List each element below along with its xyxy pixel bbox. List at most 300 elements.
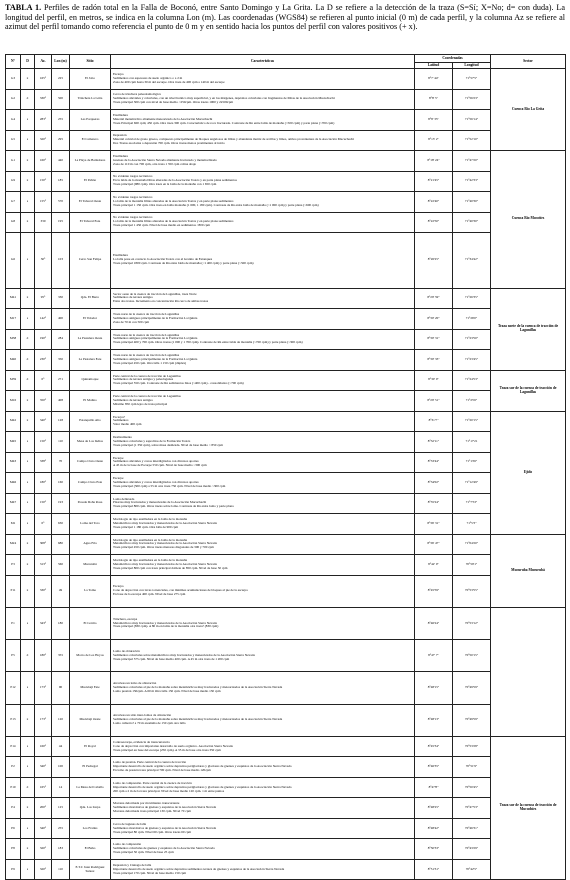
detection-cell: x [21,411,35,432]
characteristic-line: Traza norte de la cuenca de tracción de Lagunillas [113,313,180,317]
detection-cell: d [21,777,35,798]
longitude-cell: 71°5'3" [453,514,491,535]
detection-cell: x [21,288,35,309]
latitude-cell: 8°29' 51" [415,391,453,412]
azimuth-cell: 30° [35,233,52,289]
characteristic-line: Sedimentos con espesores de suelo orgánico ≥ a 2 m [113,76,183,80]
characteristics-cell [111,555,415,576]
latitude-cell: 8°26'25" [415,233,453,289]
characteristic-line: Morrena deformada por movimiento transcurrente [113,802,180,806]
col-header-lon: Lon (m) [52,55,70,69]
site-name-cell: La Playa de Bailadores [70,151,111,172]
latitude-cell: 8°22'50" [415,212,453,233]
characteristic-line: Escarpa [113,585,124,589]
characteristic-line: Traza principal 50 cpm. Nivel de base 25 cpm [113,851,174,855]
length-cell: 255 [52,818,70,839]
detection-cell: s [21,309,35,330]
detection-cell: s [21,672,35,704]
longitude-cell: 70°50'15" [453,640,491,672]
detection-cell: s [21,473,35,494]
characteristics-cell [111,839,415,860]
longitude-cell: 71°24'53" [453,370,491,391]
length-cell: 440 [52,151,70,172]
azimuth-cell: 0° [35,514,52,535]
length-cell: 630 [52,514,70,535]
table-row [6,350,566,371]
characteristic-line: Depresión [113,134,127,138]
site-name-cell: El Cerrito [70,607,111,639]
characteristic-line: Traza principal 80 cpm. Nivel 60 cpm. Otras trazas 60 cpm [113,830,192,834]
profile-number-cell: M39 [6,370,21,391]
azimuth-cell: 142° [35,309,52,330]
length-cell: 570 [52,192,70,213]
site-name-cell: Campo Claro Este [70,473,111,494]
characteristic-line: Sedimentos aluviales y coluviales, con un nivel freático muy superficial, y en los márgenes, depósitos coluviales con fragmentos de filitas de la Asociación Mucuchachí [113,97,335,101]
site-name-cell: El Camarero [70,130,111,151]
longitude-cell: 71°20'15" [453,411,491,432]
azimuth-cell: 330 [35,212,52,233]
characteristic-line: En base de la escarpa 400 cpm. Nivel de base 275 cpm [113,593,186,597]
longitude-cell: 71°56'23" [453,89,491,110]
latitude-cell: 8°50'33" [415,839,453,860]
length-cell: 408 [52,391,70,412]
characteristic-line: Traza principal 575 cpm. Nivel de base medio 400 cpm. A 45 m otra traza de 1 200 cpm [113,657,230,661]
detection-cell: d [21,329,35,350]
characteristic-line: Material coluvial de grano grueso, compuesto principalmente de bloques angulosos de filitas y abundante matriz de arcillas y limos, ambos provenientes de la Asociación Mucuchachí [113,138,354,142]
latitude-cell: 8°45'34" [415,736,453,757]
site-name-cell: Cerro San Felipe [70,233,111,289]
table-row [6,704,566,736]
characteristic-line: Metamórficos muy fracturados y meteorizados de la Asociación Sierra Nevada [113,542,217,546]
characteristics-cell [111,192,415,213]
detection-cell: s [21,452,35,473]
site-name-cell: La Toma [70,575,111,607]
col-header-sector: Sector [491,55,566,69]
characteristics-cell [111,704,415,736]
latitude-cell: 8°35'24" [415,493,453,514]
detection-cell: s [21,607,35,639]
length-cell: 500 [52,89,70,110]
profile-number-cell: M43 [6,452,21,473]
detection-cell: x [21,171,35,192]
characteristic-line: Escarpa [113,72,124,76]
profile-number-cell: P11 [6,575,21,607]
detection-cell: x [21,69,35,90]
characteristic-line: No evidente rasgos tectónicos [113,195,153,199]
profile-number-cell: G4 [6,110,21,131]
table-row [6,672,566,704]
characteristic-line: Sedimentos de terraza antigua [113,296,153,300]
longitude-cell: 70°49'59" [453,704,491,736]
site-name-cell: E.T.C Juan Rodríguez Suárez [70,859,111,880]
length-cell: 680 [52,534,70,555]
longitude-cell: 71°25'6" [453,391,491,412]
characteristic-line: La falda de la montaña filitas alteradas de la Asociación Tostós y en parte plana sedimentos [113,220,234,224]
azimuth-cell: 320° [35,130,52,151]
table-row [6,473,566,494]
col-header-characteristics: Características [111,55,415,69]
site-name-cell: Mucubají Este [70,672,111,704]
characteristics-cell [111,493,415,514]
longitude-cell: 71°13'6" [453,452,491,473]
characteristic-line: A 45 m de la base de Escarpe 550 cpm. Nivel de base medio ~300 cpm [113,464,207,468]
characteristic-line: Morrena deformada traza principal 130 cpm. Nivel 70 cpm [113,810,191,814]
characteristic-line: Máximo 850 cpm lejos de traza principal [113,402,168,406]
table-row [6,798,566,819]
detection-cell: s [21,818,35,839]
characteristic-line: Escarpe [113,477,124,481]
profile-number-cell: M41 [6,288,21,309]
characteristic-line: Cono de deyección con lavas torrenciales, con mínimas acumulaciones de bloques al pie de la escarpa [113,589,248,593]
characteristic-line: No evidente rasgos tectónicos [113,216,153,220]
table-row [6,757,566,778]
longitude-cell: 71°23'50" [453,329,491,350]
profile-number-cell: P4 [6,798,21,819]
characteristic-line: Morfología de tipo ensilladura en la falda de la montaña [113,538,188,542]
site-name-cell: El Pedregal [70,757,111,778]
length-cell: 284 [52,329,70,350]
azimuth-cell: 338° [35,452,52,473]
azimuth-cell: 173° [35,672,52,704]
length-cell: 195 [52,212,70,233]
detection-cell: x [21,391,35,412]
azimuth-cell: 150° [35,171,52,192]
characteristic-line: Sedimentos morrénicos de gneises y esquistos de la Asociación Sierra Nevada [113,806,217,810]
characteristics-cell [111,288,415,309]
longitude-cell: 71°40'30" [453,192,491,213]
characteristic-line: Sedimentos antiguos principalmente de la Formación La Quinta [113,357,198,361]
length-cell: 103 [52,233,70,289]
table-caption [5,3,565,51]
detection-cell: s [21,130,35,151]
length-cell: 185 [52,171,70,192]
detection-cell: d [21,370,35,391]
profile-number-cell: P2 [6,757,21,778]
table-row [6,555,566,576]
latitude-cell: 8°8' 35" [415,110,453,131]
table-row [6,151,566,172]
characteristic-line: Atraviesa un lomo de obturación [113,682,157,686]
characteristic-line: Escarpe [113,456,124,460]
characteristic-line: Traza norte de la cuenca de tracción de Lagunillas [113,333,180,337]
characteristics-cell [111,534,415,555]
latitude-cell: 8°29' 59" [415,288,453,309]
azimuth-cell: 160° [35,151,52,172]
profile-number-cell: P8 [6,839,21,860]
characteristic-line: Lomo presión 150cpm. A 60 m Otra falla 150 cpm. Nivel de base medio 130 cpm [113,689,221,693]
characteristics-cell [111,640,415,672]
table-row [6,89,566,110]
profile-number-cell: P6 [6,818,21,839]
characteristic-line: Lomo de compresión [113,843,142,847]
site-name-cell: Campo Claro Oeste [70,452,111,473]
characteristics-cell [111,777,415,798]
characteristics-cell [111,736,415,757]
latitude-cell: 8°13' 2" [415,130,453,151]
table-row [6,493,566,514]
table-row [6,514,566,535]
profile-number-cell: M47 [6,493,21,514]
characteristic-line: Sedimentos aluviales y conos interdigitados con diversos aportes [113,460,199,464]
length-cell: 70 [52,452,70,473]
table-row [6,859,566,880]
longitude-cell: 70°42'5" [453,859,491,880]
characteristic-line: Sedimentos aluviales y conos interdigitados con diversos aportes [113,480,199,484]
longitude-cell: 70°49'59" [453,672,491,704]
site-name-cell: Estanquillo Alto [70,411,111,432]
characteristics-cell [111,370,415,391]
characteristic-line: Traza principal 450 cpm. Otra falla 1 150 cpm (dúplex) [113,361,187,365]
longitude-cell: 71°12'49" [453,473,491,494]
characteristic-line: Zona de 400 cpm hasta 30 m del escarpe. Otra traza de 400 cpm a 140 m del escarpe [113,80,225,84]
length-cell: 90 [52,672,70,704]
characteristics-cell [111,309,415,330]
sector-cell: Mucuruba Mucurubá [491,534,566,607]
azimuth-cell: 165° [35,69,52,90]
characteristic-line: Morfología de tipo ensilladura en la falda de la montaña [113,559,188,563]
profile-number-cell: P9 [6,859,21,880]
characteristic-line: Sedimentos coluviales al pie de la montaña sobre metamórficos muy fracturados y meteorizados de la Asociación Sierra Nevada [113,686,283,689]
length-cell: 295 [52,130,70,151]
characteristic-line: Traza principal 450 cpm. Otras trazas menores diagonales de 300 y 700 cpm [113,546,214,550]
latitude-cell: 8°22'40" [415,192,453,213]
longitude-cell: 70°50'45" [453,777,491,798]
characteristic-line: Sedimentos antiguos principalmente de la Formación La Quinta [113,316,198,320]
sector-cell: Traza norte de la cuenca de tracción de Lagunillas [491,288,566,370]
detection-cell: s [21,757,35,778]
characteristic-line: Traza principal 1 150 cpm. Otra traza en falda montaña (1 600, 1 180 cpm). Contraste de Rn entre falda de montaña (~1 000 cpm) y parte plana (~600 cpm) [113,203,319,207]
latitude-cell: 8°30' 31" [415,329,453,350]
site-name-cell: El Baho [70,839,111,860]
characteristic-line: Traza principal 1 180 cpm. Otra falla de 900 cpm [113,525,179,529]
longitude-cell: 70°47'53" [453,798,491,819]
length-cell: 160 [52,473,70,494]
characteristic-line: Importante desarrollo de suelo orgánico sobre depósitos sedimentos terraza de gneises y esquistos de la Asociación Sierra Nevada [113,867,285,871]
table-row [6,370,566,391]
characteristic-line: Sector oeste de la cuenca de tracción de Lagunillas, traza Norte [113,292,197,296]
characteristics-cell [111,110,415,131]
detection-cell: s [21,432,35,453]
characteristic-line: Traza principal 550 cpm. Contraste de Rn sedimentos finos (~400 cpm) - consolidados (~700 cpm) [113,382,244,386]
azimuth-cell: 190° [35,329,52,350]
latitude-cell: 8°51'31" [415,859,453,880]
profile-number-cell: P14 [6,736,21,757]
azimuth-cell: 343° [35,607,52,639]
detection-cell: x [21,575,35,607]
characteristic-line: Metamórficos muy fracturados y meteorizados de la Asociación Sierra Nevada [113,562,217,566]
latitude-cell: 8°48'42" [415,818,453,839]
length-cell: 330 [52,288,70,309]
latitude-cell: 8°18' 24" [415,151,453,172]
latitude-cell: 8°46'35" [415,757,453,778]
detection-cell: d [21,89,35,110]
table-row [6,130,566,151]
length-cell: 14 [52,777,70,798]
site-name-cell: Los Frailes [70,818,111,839]
site-name-cell: El Royal [70,736,111,757]
detection-cell: s [21,736,35,757]
site-name-cell: Trinchera La Grita [70,89,111,110]
detection-cell: x [21,798,35,819]
table-row [6,212,566,233]
site-name-cell: Posada Doña Rosa [70,493,111,514]
col-header-longitude: Longitud [453,63,491,69]
site-name-cell: Loma del Toro [70,514,111,535]
characteristic-line: Morfología de tipo ensilladura en la falda de la montaña [113,518,188,522]
characteristic-line: Traza norte de la cuenca de tracción de Lagunillas [113,354,180,358]
characteristic-line: Traza principal (830 cpm). A 80 m en falda de la montaña otra traza? (830 cpm) [113,625,219,629]
table-row [6,309,566,330]
characteristic-line: 200 cpm a 2 m de la traza principal. Nivel de base medio 120 cpm. 1 m entre puntos [113,789,225,793]
profile-number-cell: G8 [6,212,21,233]
characteristic-line: Trinchera, escarpa [113,617,138,621]
characteristic-line: Deslizamiento [113,436,133,440]
latitude-cell: 8°36' 31" [415,514,453,535]
azimuth-cell: 340° [35,411,52,432]
site-name-cell: El Volador [70,309,111,330]
detection-cell: x [21,212,35,233]
length-cell: 44 [52,736,70,757]
characteristic-line: Traza principal (980 cpm). Otra traza en la falda de la montaña con 1 650 cpm [113,183,217,187]
col-header-latitude: Latitud [415,63,453,69]
azimuth-cell: 165° [35,777,52,798]
latitude-cell: 8°48'25" [415,798,453,819]
azimuth-cell: 150° [35,432,52,453]
length-cell: 100 [52,757,70,778]
site-name-cell: Las Porqueras [70,110,111,131]
characteristics-cell [111,329,415,350]
table-row [6,69,566,90]
detection-cell: s [21,110,35,131]
profile-number-cell: M1 [6,514,21,535]
length-cell: 49 [52,575,70,607]
characteristic-line: Depresión y Ciénaga de falla [113,863,152,867]
characteristic-line: Atraviesa un sitio inter-lomos de obturación [113,714,172,718]
detection-cell: x [21,555,35,576]
characteristic-line: Importante desarrollo de suelo orgánico sobre depósitos periglaciares y glaciares de gneises y esquistos de la Asociación Sierra Nevada [113,785,292,789]
characteristic-line: Sedimentos de terraza antigua [113,398,153,402]
longitude-cell: 71°7'53" [453,493,491,514]
table-body [6,69,566,880]
azimuth-cell: 340° [35,818,52,839]
col-header-site: Sitio [70,55,111,69]
length-cell: 350 [52,350,70,371]
longitude-cell: 71°56'14" [453,110,491,131]
length-cell: 125 [52,798,70,819]
characteristic-line: Sedimentos coluviales de gneises y esquistos de la Asociación Sierra Nevada [113,847,215,851]
length-cell: 110 [52,859,70,880]
site-name-cell: La Mesa del Caballo [70,777,111,798]
characteristic-line: Zona de 70 m con 500 cpm [113,320,150,324]
azimuth-cell: 230° [35,350,52,371]
col-header-d: D [21,55,35,69]
characteristics-cell [111,151,415,172]
characteristic-line: Cono de deyección con importante desarrollo de suelo orgánico. Asociación Sierra Nevada [113,744,233,748]
characteristic-line: Traza principal en base del escarpe (250 cpm). A 35 m de base otra traza 350 cpm [113,748,221,752]
characteristic-line: Pizarras muy fracturadas y meteorizadas de la Asociación Mucuchachí [113,501,207,505]
characteristic-line: Lomo de obturación [113,649,140,653]
length-cell: 128 [52,411,70,432]
azimuth-cell: 180° [35,473,52,494]
latitude-cell: 8°32'11" [415,432,453,453]
azimuth-cell: 200° [35,798,52,819]
profile-number-cell: G2 [6,89,21,110]
characteristic-line: Lomo de presión. Parte central de la cuenca de tracción [113,761,187,765]
characteristic-line: La falla pone en contacto la Asociación Tostós con el Granito de Estanques [113,258,213,262]
azimuth-cell: 340° [35,757,52,778]
profile-number-cell: P3 [6,555,21,576]
azimuth-cell: 155° [35,192,52,213]
table-row [6,411,566,432]
characteristic-line: Contraescarpa, evidencia de transcurrencia [113,740,170,744]
site-name-cell: Mucubají Oeste [70,704,111,736]
radon-profiles-table [5,54,566,880]
col-header-coordinates: Coordenadas [415,55,491,63]
table-row [6,534,566,555]
characteristic-line: No evidente rasgos tectónicos [113,175,153,179]
latitude-cell: 8°31'7" [415,411,453,432]
characteristic-line: Traza principal 800 cpm. Otras trazas sobre loma. Contraste de Rn entre lomo y parte plana [113,505,234,509]
azimuth-cell: 313° [35,555,52,576]
characteristic-line: Zona de 110 m con 700 cpm, otra traza 1 350 cpm colina abajo [113,162,197,166]
characteristic-line: Ensilladura [113,113,129,117]
profile-number-cell: M24 [6,534,21,555]
characteristic-line: Entre dos trazas. Incremento en concentración Rn cerca de ambas trazas [113,300,209,304]
profile-number-cell: M16 [6,391,21,412]
longitude-cell: 71°40'30" [453,212,491,233]
longitude-cell: 71°52'10" [453,130,491,151]
characteristic-line: Traza principal 800 cpm con traza principal doblete de 850 cpm. Nivel de base 50 cpm [113,566,228,570]
characteristics-cell [111,69,415,90]
latitude-cell: 8°46'24" [415,607,453,639]
detection-cell: s [21,192,35,213]
characteristic-line: Sedimentos morrénicos de gneises y esquistos de la Asociación Sierra Nevada [113,826,217,830]
characteristic-line: Dos Trazas asociadas a depresión 700 cpm. Otras trazas menos prominentes al inicio [113,142,225,146]
table-row [6,736,566,757]
characteristic-line: Gneises de la Asociación Sierra Nevada altamente fracturado y metamorfizado [113,158,217,162]
azimuth-cell: 350° [35,391,52,412]
table-row [6,171,566,192]
sector-cell: Traza sur de la cuenca de tracción de Mucuchíes [491,736,566,880]
detection-cell: d [21,350,35,371]
longitude-cell: 70°43'29" [453,839,491,860]
sector-cell: Cuenca Río Mocotíes [491,151,566,289]
site-name-cell: Mesa de Los Indios [70,432,111,453]
characteristics-cell [111,575,415,607]
latitude-cell: 8°33'44" [415,452,453,473]
azimuth-cell: 330° [35,575,52,607]
characteristics-cell [111,818,415,839]
characteristic-line: Traza principal 400 y 700 cpm. Otras trazas (1 000 y 1 700 cpm). Contraste de Rn entre falda de montaña (~700 cpm) y parte plana (~300 cpm) [113,341,303,345]
table-row [6,452,566,473]
latitude-cell: 8°34'02" [415,473,453,494]
table-row [6,607,566,639]
characteristic-line: Loma deflexada [113,497,135,501]
characteristics-cell [111,233,415,289]
characteristics-cell [111,411,415,432]
site-name-cell: El Molino [70,391,111,412]
detection-cell: x [21,151,35,172]
profile-number-cell: P12 [6,672,21,704]
characteristic-line: Sedimentos coluviales y saprolitos de la Formación Tostós [113,439,191,443]
detection-cell: s [21,233,35,289]
latitude-cell: 8°42' 0" [415,555,453,576]
characteristic-line: Metamórficos muy fracturados y meteorizados de la Asociación Sierra Nevada [113,621,217,625]
latitude-cell: 8°30' 0" [415,370,453,391]
longitude-cell: 71°47'20" [453,151,491,172]
latitude-cell: 8°45'59" [415,575,453,607]
azimuth-cell: 320° [35,839,52,860]
